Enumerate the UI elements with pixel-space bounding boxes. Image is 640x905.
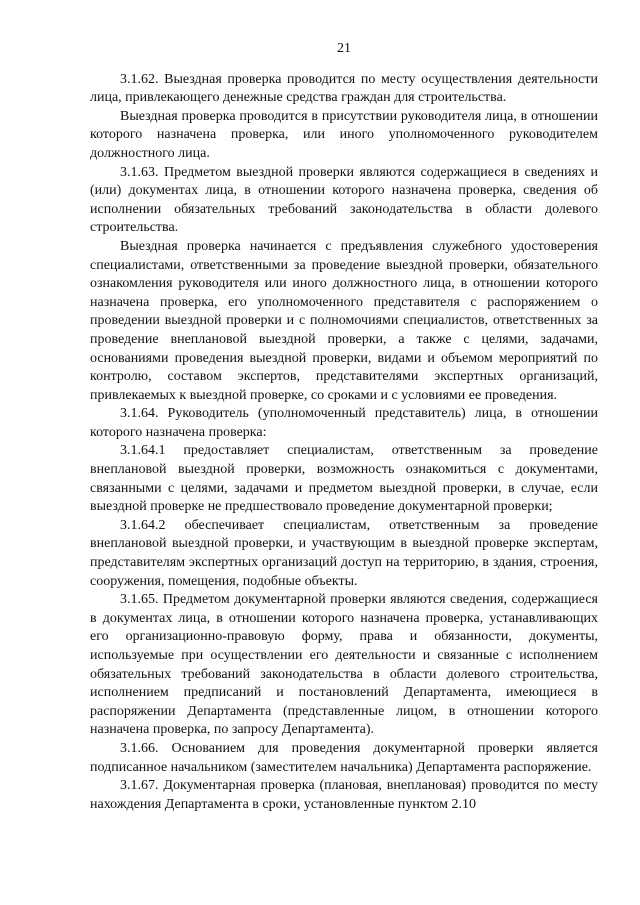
paragraph: 3.1.65. Предметом документарной проверки являются сведения, содержащиеся в документах лица, в отношении которого назначена проверка, устанавливающих его организационно-правовую форму, права и обязанности, документы, используемые при осуществлении его деятельности и связанные с исполнением обязательных требований законодательства в области долевого строительства, исполнением предписаний и постановлений Департамента, имеющиеся в распоряжении Департамента (представленные лицом, в отношении которого назначена проверка, по запросу Департамента). xyxy=(90,592,598,738)
page-number: 21 xyxy=(337,41,351,56)
paragraph: Выездная проверка начинается с предъявления служебного удостоверения специалистами, ответственными за проведение выездной проверки, обязательного ознакомления руководителя или иного должностного лица, в отношении которого назначена проверка, его уполномоченного представителя с распоряжением о проведении выездной проверки и с полномочиями специалистов, ответственных за проведение внеплановой выездной проверки, а также с целями, задачами, основаниями проведения выездной проверки, видами и объемом мероприятий по контролю, составом экспертов, представителями экспертных организаций, привлекаемых к выездной проверке, со сроками и с условиями ее проведения. xyxy=(90,238,598,403)
paragraph: 3.1.66. Основанием для проведения документарной проверки является подписанное начальником (заместителем начальника) Департамента распоряжение. xyxy=(90,740,598,775)
paragraph: 3.1.63. Предметом выездной проверки являются содержащиеся в сведениях и (или) документах лица, в отношении которого назначена проверка, сведения об исполнении обязательных требований законодательства в области долевого строительства. xyxy=(90,164,598,236)
paragraph: 3.1.64.2 обеспечивает специалистам, ответственным за проведение внеплановой выездной проверки, и участвующим в выездной проверке экспертам, представителям экспертных организаций доступ на территорию, в здания, строения, сооружения, помещения, подобные объекты. xyxy=(90,517,598,589)
paragraph: 3.1.62. Выездная проверка проводится по месту осуществления деятельности лица, привлекающего денежные средства граждан для строительства. xyxy=(90,71,598,106)
paragraph: 3.1.64.1 предоставляет специалистам, ответственным за проведение внеплановой выездной проверки, возможность ознакомиться с документами, связанными с целями, задачами и предметом выездной проверки, в случае, если выездной проверке не предшествовало проведение документарной проверки; xyxy=(90,443,598,515)
paragraph: 3.1.67. Документарная проверка (плановая, внеплановая) проводится по месту нахождения Департамента в сроки, установленные пунктом 2.10 xyxy=(90,778,598,812)
paragraph: Выездная проверка проводится в присутствии руководителя лица, в отношении которого назначена проверка, или иного уполномоченного руководителем должностного лица. xyxy=(90,108,598,161)
paragraph: 3.1.64. Руководитель (уполномоченный представитель) лица, в отношении которого назначена проверка: xyxy=(90,406,598,440)
